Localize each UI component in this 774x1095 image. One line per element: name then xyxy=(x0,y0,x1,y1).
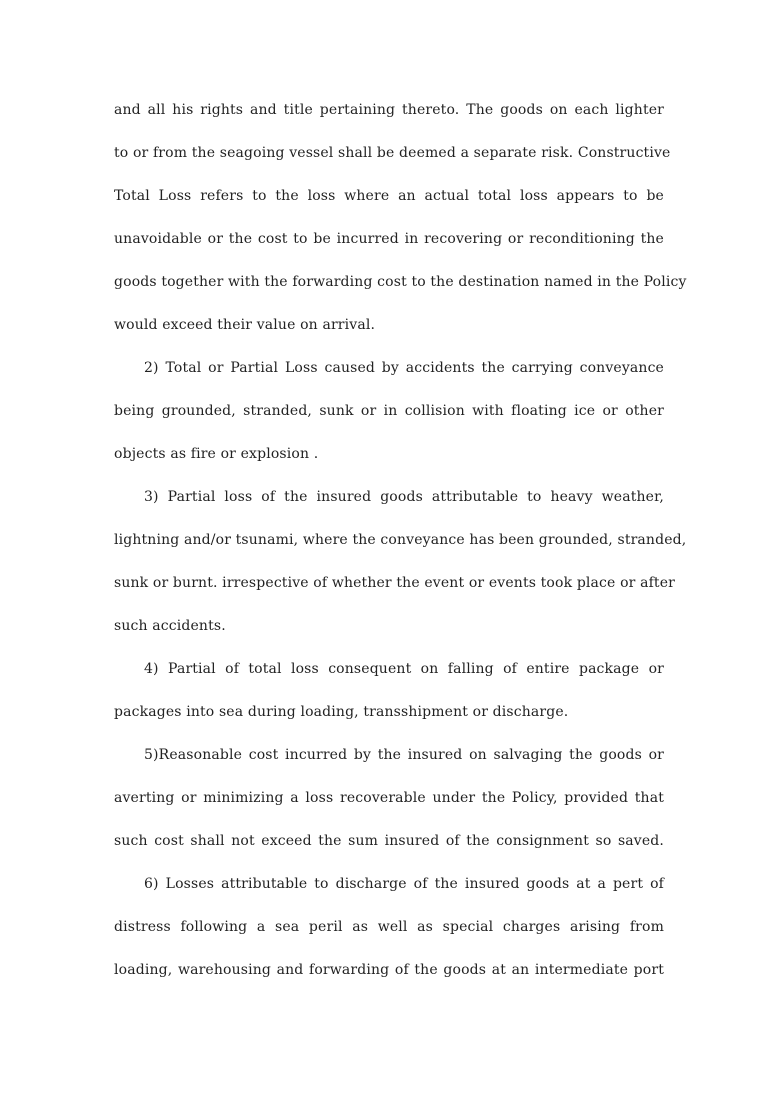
text-line: 5)Reasonable cost incurred by the insured on salvaging the goods or xyxy=(144,747,664,763)
text-line: lightning and/or tsunami, where the conveyance has been grounded, stranded, xyxy=(114,532,687,548)
text-line: to or from the seagoing vessel shall be deemed a separate risk. Constructive xyxy=(114,145,671,161)
text-line: being grounded, stranded, sunk or in collision with floating ice or other xyxy=(114,403,664,419)
text-line: loading, warehousing and forwarding of the goods at an intermediate port xyxy=(114,962,664,978)
text-line: would exceed their value on arrival. xyxy=(114,317,376,333)
text-line: sunk or burnt. irrespective of whether the event or events took place or after xyxy=(114,575,675,591)
text-line: distress following a sea peril as well as special charges arising from xyxy=(114,919,664,935)
text-line: averting or minimizing a loss recoverable under the Policy, provided that xyxy=(114,790,664,806)
text-line: and all his rights and title pertaining thereto. The goods on each lighter xyxy=(114,102,664,118)
text-line: Total Loss refers to the loss where an actual total loss appears to be xyxy=(114,188,664,204)
text-line: goods together with the forwarding cost to the destination named in the Policy xyxy=(114,274,687,290)
document-body xyxy=(114,91,687,994)
text-line: 2) Total or Partial Loss caused by accidents the carrying conveyance xyxy=(144,360,664,376)
text-line: such accidents. xyxy=(114,618,226,634)
text-line: objects as fire or explosion . xyxy=(114,446,319,462)
text-line: 6) Losses attributable to discharge of the insured goods at a pert of xyxy=(144,876,664,892)
text-line: 3) Partial loss of the insured goods attributable to heavy weather, xyxy=(144,489,664,505)
text-line: such cost shall not exceed the sum insured of the consignment so saved. xyxy=(114,833,664,849)
text-line: 4) Partial of total loss consequent on falling of entire package or xyxy=(144,661,664,677)
text-line: packages into sea during loading, transshipment or discharge. xyxy=(114,704,569,720)
text-line: unavoidable or the cost to be incurred in recovering or reconditioning the xyxy=(114,231,664,247)
